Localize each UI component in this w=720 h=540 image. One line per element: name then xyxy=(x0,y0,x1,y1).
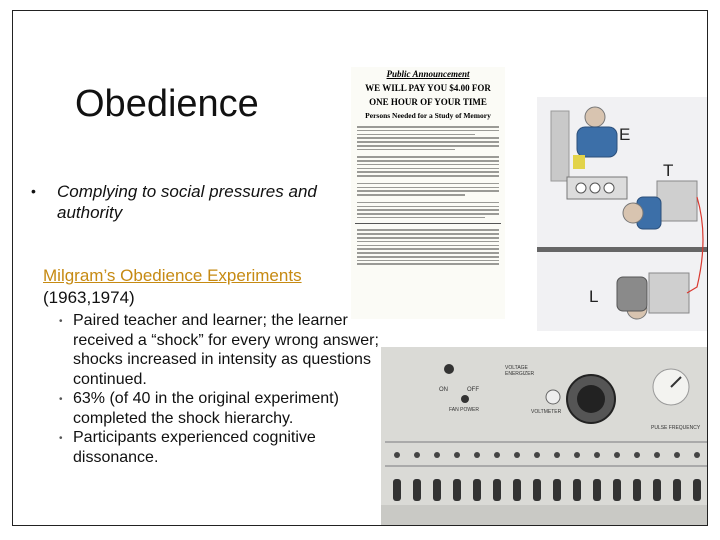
ad-headline-1: WE WILL PAY YOU $4.00 FOR xyxy=(365,83,491,93)
off-label: OFF xyxy=(467,387,479,393)
sub-bullet-list xyxy=(59,311,379,467)
label-teacher: T xyxy=(663,161,674,180)
label-learner: L xyxy=(589,287,599,306)
sub-bullet-marker: • xyxy=(59,394,63,405)
on-label: ON xyxy=(439,387,448,393)
experiment-diagram xyxy=(537,97,708,331)
sub-bullet-text: Paired teacher and learner; the learner received a “shock” for every wrong answer; shocks increased in intensity as questions continued. xyxy=(73,312,379,388)
voltage-label: VOLTAGE ENERGIZER xyxy=(505,365,535,377)
slide xyxy=(12,10,708,526)
milgram-heading xyxy=(43,265,363,309)
label-experimenter: E xyxy=(619,125,631,144)
fan-power-label: FAN POWER xyxy=(449,407,480,413)
sub-bullet xyxy=(59,428,379,467)
ad-subhead: Persons Needed for a Study of Memory xyxy=(365,111,491,120)
sub-bullet-text: 63% (of 40 in the original experiment) completed the shock hierarchy. xyxy=(73,390,339,427)
bullet-text: Complying to social pressures and authority xyxy=(57,182,317,222)
ad-body-lines xyxy=(351,126,505,265)
bullet-marker: • xyxy=(31,183,36,199)
sub-bullet-marker: • xyxy=(59,316,63,327)
shock-generator-photo xyxy=(381,347,708,526)
ad-headline-2: ONE HOUR OF YOUR TIME xyxy=(369,97,487,107)
sub-bullet xyxy=(59,389,379,428)
ad-header: Public Announcement xyxy=(386,69,470,79)
slide-title: Obedience xyxy=(75,83,259,125)
milgram-link[interactable]: Milgram’s Obedience Experiments xyxy=(43,266,302,285)
sub-bullet xyxy=(59,311,379,389)
voltmeter-label: VOLTMETER xyxy=(531,409,562,415)
newspaper-ad-image xyxy=(351,67,505,319)
sub-bullet-text: Participants experienced cognitive dissonance. xyxy=(73,429,316,466)
pulse-label: PULSE FREQUENCY xyxy=(651,425,701,431)
sub-bullet-marker: • xyxy=(59,433,63,444)
milgram-years: (1963,1974) xyxy=(43,288,135,307)
